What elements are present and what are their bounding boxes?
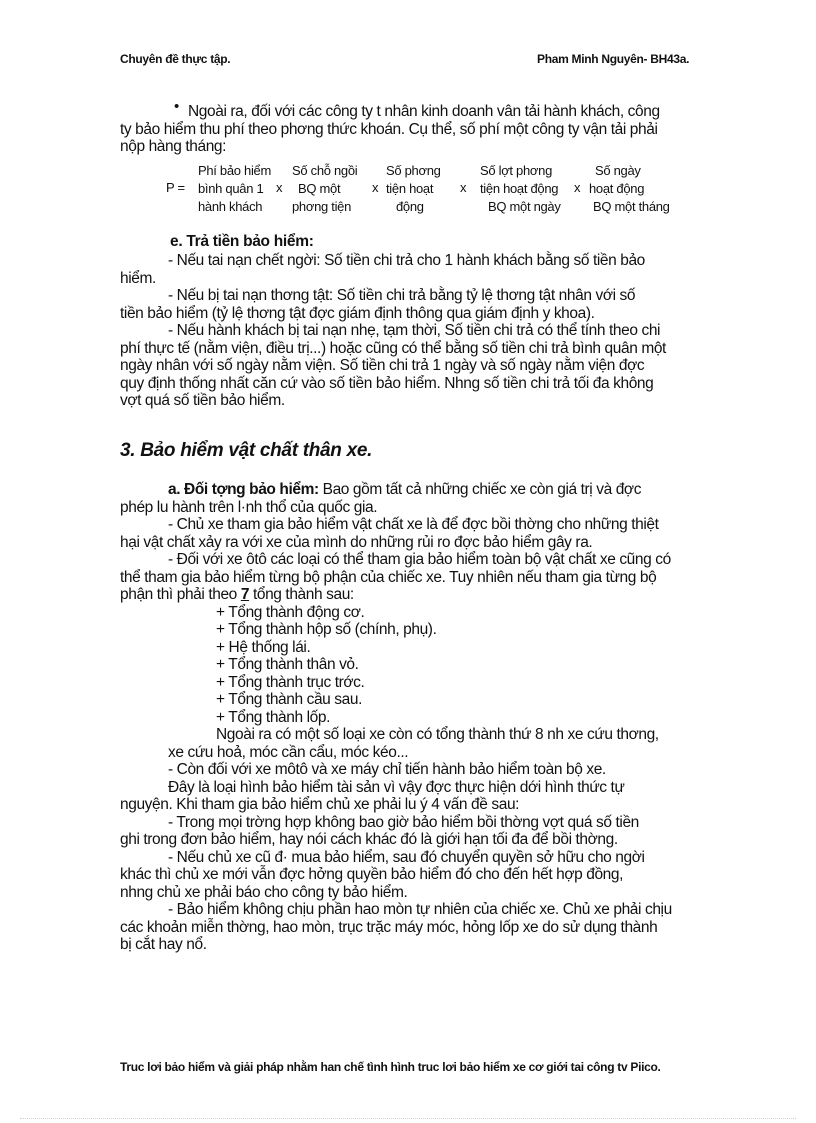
body-line: - Còn đối với xe môtô và xe máy chỉ tiến hành bảo hiểm toàn bộ xe. [168,761,606,778]
section-3-heading: 3. Bảo hiểm vật chất thân xe. [120,440,373,461]
formula-times: x [372,180,379,195]
formula-term: bình quân 1 [198,181,264,196]
body-line: - Chủ xe tham gia bảo hiểm vật chất xe là để đợc bồi thờng cho những thiệt [168,516,659,533]
intro-line: nộp hàng tháng: [120,138,227,155]
formula-term: tiện hoạt [386,181,434,196]
intro-paragraph [120,103,698,156]
section-3-body [120,481,698,954]
list-item: + Tổng thành hộp số (chính, phụ). [216,621,437,638]
formula-term: phơng tiện [292,199,352,214]
formula-term: hành khách [198,199,263,214]
section-e-heading: e. Trả tiền bảo hiểm: [170,233,314,250]
formula-col-trips [480,162,561,216]
body-line: phí thực tế (nằm viện, điều trị...) hoặc cũng có thể bằng số tiền chi trả bình quân một [120,339,666,357]
section-a-first: Bao gồm tất cả những chiếc xe còn giá trị và đợc [318,481,642,498]
body-line: các khoản miễn thờng, hao mòn, trục trặc máy móc, hỏng lốp xe do sử dụng thành [120,918,658,936]
body-line: khác thì chủ xe mới vẫn đợc hởng quyền bảo hiểm đó cho đến hết hợp đồng, [120,866,624,883]
list-item: + Tổng thành thân vỏ. [216,656,359,673]
footer-text: Truc lơi bảo hiểm và giải pháp nhằm han chế tình hình truc lơi bảo hiểm xe cơ giới tai công tv Piico. [120,1060,661,1074]
body-line: - Đối với xe ôtô các loại có thể tham gia bảo hiểm toàn bộ vật chất xe cũng có [168,551,671,568]
body-line: hại vật chất xảy ra với xe của mình do những rủi ro đợc bảo hiểm gây ra. [120,533,593,551]
body-line: Ngoài ra có một số loại xe còn có tổng thành thứ 8 nh xe cứu thơng, [216,726,659,743]
body-line: ghi trong đơn bảo hiểm, hay nói cách khác đó là giới hạn tối đa để bồi thờng. [120,831,618,848]
body-line: - Nếu hành khách bị tai nạn nhẹ, tạm thời, Số tiền chi trả có thể tính theo chi [168,322,661,339]
formula-term: BQ một [298,181,341,196]
formula-times: x [460,180,467,195]
body-line: quy định thống nhất căn cứ vào số tiền bảo hiểm. Nhng số tiền chi trả tối đa không [120,374,654,392]
body-line: bị cắt hay nổ. [120,936,207,953]
formula-term: BQ một ngày [488,199,561,214]
intro-line: Ngoài ra, đối với các công ty t nhân kinh doanh vân tải hành khách, công [188,103,660,120]
body-line [120,586,698,604]
bullet-icon: • [174,98,180,115]
body-line: Đây là loại hình bảo hiểm tài sản vì vậy đợc thực hiện dới hình thức tự [168,778,625,796]
list-item: + Hệ thống lái. [216,638,311,656]
component-count: 7 [240,586,250,603]
formula-col-premium [198,162,271,216]
formula-times: x [276,180,283,195]
list-item: + Tổng thành cầu sau. [216,691,363,708]
header-right: Pham Minh Nguyên- BH43a. [537,52,690,66]
body-line: - Nếu bị tai nạn thơng tật: Số tiền chi trả bằng tỷ lệ thơng tật nhân với số [168,287,636,304]
section-e-body [120,252,698,410]
body-text: phận thì phải theo [120,586,241,603]
formula-col-vehicles [386,162,441,216]
formula-term: tiện hoạt động [480,181,559,196]
section-a-heading: a. Đối tợng bảo hiểm: [168,481,319,498]
formula-term: Số phơng [386,163,441,178]
formula-term: động [396,199,424,214]
list-item: + Tổng thành lốp. [216,708,330,726]
body-line: - Nếu tai nạn chết ngời: Số tiền chi trả cho 1 hành khách bằng số tiền bảo [168,252,645,269]
list-item: + Tổng thành động cơ. [216,603,365,621]
body-line [120,481,698,499]
intro-line: ty bảo hiểm thu phí theo phơng thức khoán. Cụ thể, số phí một công ty vận tải phải [120,120,658,138]
formula-term: Phí bảo hiểm [198,163,272,178]
list-item: + Tổng thành trục trớc. [216,673,365,691]
formula-term: Số lợt phơng [480,163,552,178]
body-line: ngày nhân với số ngày nằm viện. Số tiền chi trả 1 ngày và số ngày nằm viện đợc [120,357,645,374]
body-line: phép lu hành trên l·nh thổ của quốc gia. [120,498,378,516]
page-divider [20,1118,796,1119]
formula-term: Số chỗ ngồi [292,163,358,178]
body-line: thể tham gia bảo hiểm từng bộ phận của chiếc xe. Tuy nhiên nếu tham gia từng bộ [120,568,657,586]
body-line: - Trong mọi trờng hợp không bao giờ bảo hiểm bồi thờng vợt quá số tiền [168,813,639,831]
formula-times: x [574,180,581,195]
body-line: tiền bảo hiểm (tỷ lệ thơng tật đợc giám định thông qua giám định y khoa). [120,304,595,322]
formula-col-seats [292,162,357,216]
body-line: nhng chủ xe phải báo cho công ty bảo hiểm. [120,883,408,901]
formula-p-label: P = [166,180,185,195]
body-line: vợt quá số tiền bảo hiểm. [120,392,285,409]
body-line: nguyện. Khi tham gia bảo hiểm chủ xe phải lu ý 4 vấn đề sau: [120,796,520,813]
formula-term: Số ngày [595,163,641,178]
formula-term: hoạt động [589,181,645,196]
body-line: - Nếu chủ xe cũ đ· mua bảo hiểm, sau đó chuyển quyền sở hữu cho ngời [168,848,645,866]
header-left: Chuyên đề thực tập. [120,52,231,66]
formula-term: BQ một tháng [593,199,670,214]
body-text: tổng thành sau: [249,586,354,603]
formula-col-days [589,162,670,216]
body-line: hiểm. [120,269,156,287]
body-line: xe cứu hoả, móc cần cẩu, móc kéo... [168,743,409,761]
body-line: - Bảo hiểm không chịu phần hao mòn tự nhiên của chiếc xe. Chủ xe phải chịu [168,901,672,918]
